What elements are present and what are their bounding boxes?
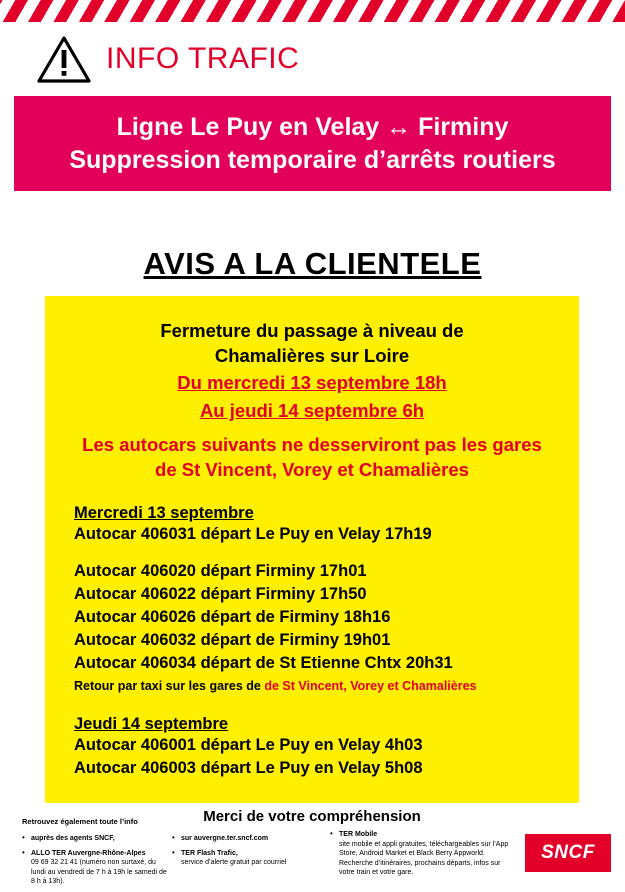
taxi-note-prefix: Retour par taxi sur les gares de <box>74 679 265 693</box>
taxi-note <box>74 679 563 693</box>
footer-intro: Retrouvez également toute l’info <box>22 817 138 826</box>
footer-item-title: auprès des agents SNCF, <box>31 835 115 842</box>
spacer <box>61 546 563 560</box>
info-trafic-header <box>36 34 299 84</box>
footer-item <box>172 849 322 868</box>
line-banner <box>14 96 611 191</box>
banner-line-2: Suppression temporaire d’arrêts routiers <box>69 145 556 174</box>
service-line: Autocar 406026 départ de Firminy 18h16 <box>74 608 391 626</box>
service-line: Autocar 406032 départ de Firminy 19h01 <box>74 631 391 649</box>
day-heading-wednesday: Mercredi 13 septembre <box>74 504 254 522</box>
footer-item <box>172 834 322 844</box>
notice-warning-line-2: de St Vincent, Vorey et Chamalières <box>155 459 469 480</box>
service-line: Autocar 406022 départ Firminy 17h50 <box>74 585 367 603</box>
sncf-logo-text: SNCF <box>541 842 595 863</box>
sncf-logo <box>525 834 611 872</box>
service-line: Autocar 406020 départ Firminy 17h01 <box>74 562 367 580</box>
notice-warning-line-1: Les autocars suivants ne desserviront pas les gares <box>82 434 542 455</box>
footer <box>0 812 625 883</box>
info-trafic-title: INFO TRAFIC <box>106 42 300 75</box>
notice-period-from: Du mercredi 13 septembre 18h <box>177 372 447 393</box>
footer-item <box>22 834 172 844</box>
footer-item-sub: site mobile et appli gratuites, téléchargeables sur l’App Store, Android Market et Black Berry Appworld. Recherche d’itinéraires, prochains départs, infos sur votre train et votre gare. <box>339 840 509 876</box>
footer-item <box>330 830 510 878</box>
footer-column-3 <box>330 830 510 883</box>
service-line: Autocar 406003 départ Le Puy en Velay 5h08 <box>74 759 423 777</box>
taxi-note-stations: de St Vincent, Vorey et Chamalières <box>264 679 477 693</box>
notice-heading-line-1: Fermeture du passage à niveau de <box>160 320 464 341</box>
banner-line-1: Ligne Le Puy en Velay ↔ Firminy <box>116 112 509 141</box>
footer-item-title: TER Flash Trafic, <box>181 849 238 857</box>
footer-item-title: TER Mobile <box>339 831 378 838</box>
notice-period-to: Au jeudi 14 septembre 6h <box>199 400 425 421</box>
warning-triangle-icon <box>36 34 92 84</box>
day-heading-thursday: Jeudi 14 septembre <box>74 715 229 733</box>
service-line: Autocar 406034 départ de St Etienne Chtx 20h31 <box>74 654 453 672</box>
notice-heading-line-2: Chamalières sur Loire <box>214 345 410 366</box>
footer-item-sub: 09 69 32 21 41 (numéro non surtaxé, du lundi au vendredi de 7 h à 19h le samedi de 8 h à 13h). <box>31 859 167 885</box>
footer-item-sub: service d’alerte gratuit par courriel <box>181 859 287 866</box>
service-line: Autocar 406031 départ Le Puy en Velay 17h19 <box>74 525 432 543</box>
footer-item-title: sur auvergne.ter.sncf.com <box>181 835 269 842</box>
page-title: AVIS A LA CLIENTELE <box>143 246 482 281</box>
footer-column-2 <box>172 834 322 873</box>
closing-message: Merci de votre compréhension <box>203 808 421 825</box>
service-line: Autocar 406001 départ Le Puy en Velay 4h03 <box>74 736 423 754</box>
hazard-stripe-banner <box>0 0 625 22</box>
footer-item <box>22 849 172 887</box>
footer-item-title: ALLO TER Auvergne-Rhône-Alpes <box>31 849 146 857</box>
